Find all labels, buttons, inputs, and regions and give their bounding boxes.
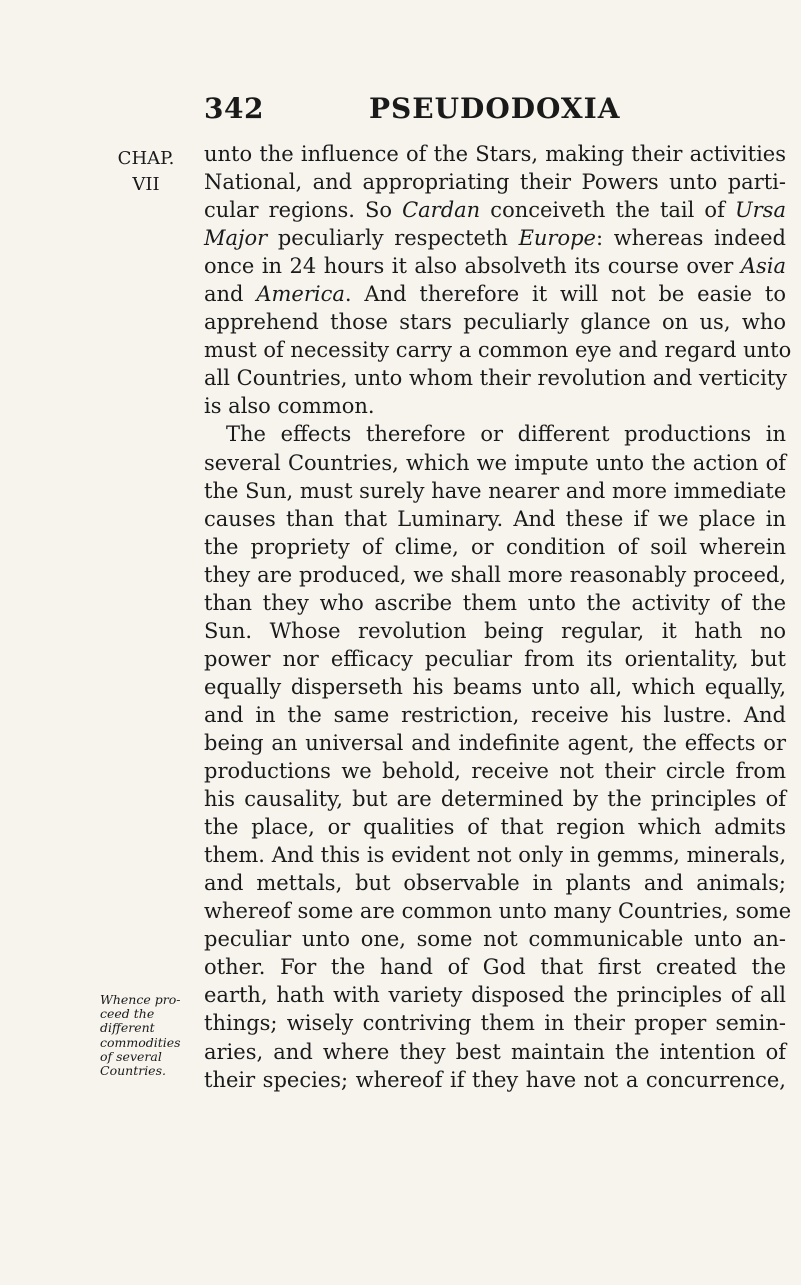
chapter-label (100, 146, 192, 198)
text-line: and America. And therefore it will not be easie to (204, 282, 786, 307)
text-line: earth, hath with variety disposed the principles of all (204, 983, 786, 1008)
text-line: all Countries, unto whom their revolution and verticity (204, 366, 788, 391)
margin-note (100, 993, 200, 1078)
text-line: they are produced, we shall more reasonably proceed, (204, 562, 786, 587)
margin-note-line: of several (100, 1048, 162, 1064)
text-line: other. For the hand of God that first created the (204, 955, 786, 980)
text-line: apprehend those stars peculiarly glance on us, who (204, 310, 786, 335)
page-header (204, 92, 784, 132)
text-line: and mettals, but observable in plants and animals; (204, 871, 786, 896)
text-line: The effects therefore or different productions in (226, 422, 786, 447)
text-line: causes than that Luminary. And these if we place in (204, 506, 786, 531)
margin-note-line: different (100, 1020, 155, 1036)
text-line: Major peculiarly respecteth Europe: whereas indeed (204, 226, 786, 251)
text-line: than they who ascribe them unto the activity of the (204, 590, 786, 615)
body-text (204, 140, 792, 1094)
text-line: things; wisely contriving them in their proper semin- (204, 1011, 786, 1036)
text-line: National, and appropriating their Powers unto parti- (204, 170, 786, 195)
text-line: aries, and where they best maintain the intention of (204, 1039, 786, 1064)
text-line: them. And this is evident not only in gemms, minerals, (204, 843, 786, 868)
text-line: their species; whereof if they have not a concurrence, (204, 1067, 786, 1092)
margin-note-line: ceed the (100, 1006, 155, 1022)
text-line: Sun. Whose revolution being regular, it hath no (204, 618, 786, 643)
page-number: 342 (204, 92, 264, 125)
text-line: the place, or qualities of that region which admits (204, 815, 786, 840)
running-title: PSEUDODOXIA (369, 92, 621, 125)
text-line: cular regions. So Cardan conceiveth the tail of Ursa (204, 198, 786, 223)
text-line: whereof some are common unto many Countries, some (204, 899, 792, 924)
text-line: equally disperseth his beams unto all, which equally, (204, 674, 786, 699)
text-line: being an universal and indefinite agent, the effects or (204, 730, 786, 755)
margin-note-line: commodities (100, 1034, 181, 1050)
text-line: productions we behold, receive not their circle from (204, 759, 786, 784)
text-line: the Sun, must surely have nearer and more immediate (204, 478, 787, 503)
margin-note-line: Whence pro- (100, 992, 181, 1007)
chapter-number: VII (132, 174, 160, 195)
chapter-label-text: CHAP. (117, 148, 175, 169)
text-line: unto the influence of the Stars, making their activities (204, 142, 786, 166)
margin-note-line: Countries. (100, 1063, 166, 1079)
text-line: power nor efficacy peculiar from its orientality, but (204, 646, 786, 671)
text-line: several Countries, which we impute unto the action of (204, 450, 786, 475)
text-line: and in the same restriction, receive his lustre. And (204, 702, 786, 727)
text-line: peculiar unto one, some not communicable unto an- (204, 927, 786, 952)
text-line: is also common. (204, 394, 375, 419)
text-line: once in 24 hours it also absolveth its course over Asia (204, 254, 786, 279)
text-line: must of necessity carry a common eye and regard unto (204, 338, 792, 363)
text-line: his causality, but are determined by the principles of (204, 787, 786, 812)
text-line: the propriety of clime, or condition of soil wherein (204, 534, 786, 559)
